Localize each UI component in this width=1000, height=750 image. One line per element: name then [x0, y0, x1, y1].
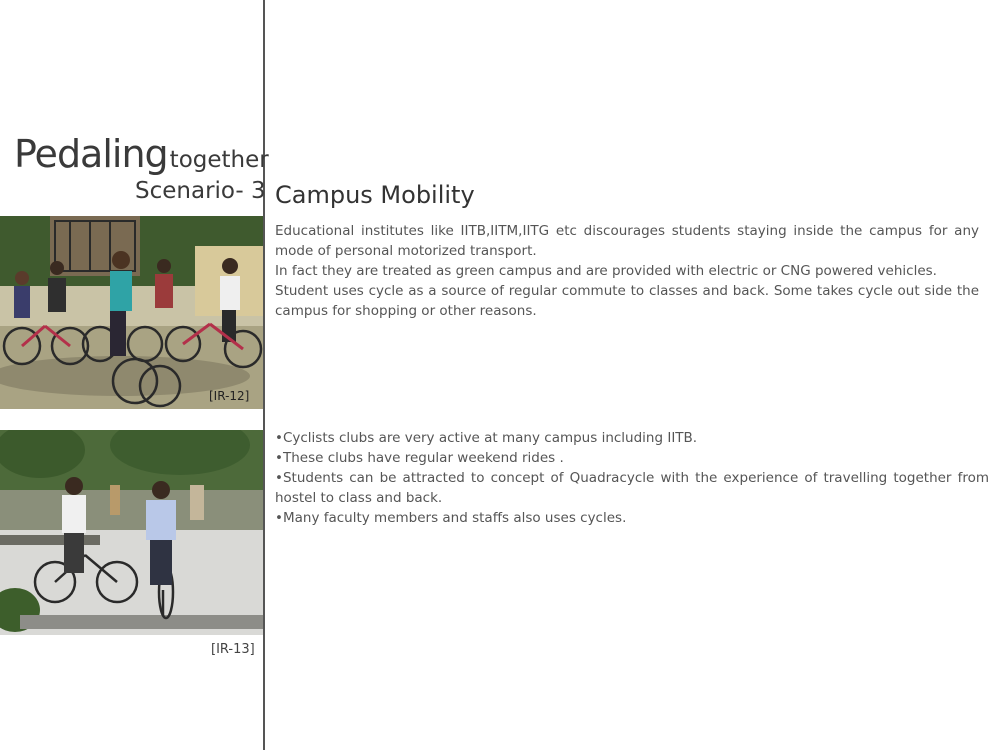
intro-paragraph	[275, 221, 979, 321]
photo1-caption: [IR-12]	[209, 389, 250, 403]
faculty-cycling-photo	[0, 430, 263, 635]
vertical-divider	[263, 0, 265, 750]
photo2-caption: [IR-13]	[211, 642, 255, 657]
brand-word: Pedaling	[14, 132, 168, 176]
scenario-label: Scenario- 3	[135, 178, 266, 204]
bullet-item: •These clubs have regular weekend rides .	[275, 450, 564, 466]
brand-tail: together	[169, 147, 269, 173]
students-cycling-illustration	[0, 216, 263, 409]
faculty-cycling-illustration	[0, 430, 263, 635]
students-cycling-photo	[0, 216, 263, 409]
paragraph-line: Student uses cycle as a source of regular commute to classes and back. Some takes cycle out side the campus for shopping or other reasons.	[275, 283, 979, 319]
section-title: Campus Mobility	[275, 181, 475, 209]
bullet-item: •Many faculty members and staffs also uses cycles.	[275, 510, 627, 526]
bullet-item: •Cyclists clubs are very active at many campus including IITB.	[275, 430, 698, 446]
bullet-item: •Students can be attracted to concept of Quadracycle with the experience of travelling together from hostel to class and back.	[275, 470, 989, 506]
paragraph-line: In fact they are treated as green campus and are provided with electric or CNG powered vehicles.	[275, 263, 937, 279]
bullet-list	[275, 428, 989, 528]
brand-title	[14, 132, 269, 176]
paragraph-line: Educational institutes like IITB,IITM,IITG etc discourages students staying inside the campus for any mode of personal motorized transport.	[275, 223, 979, 259]
